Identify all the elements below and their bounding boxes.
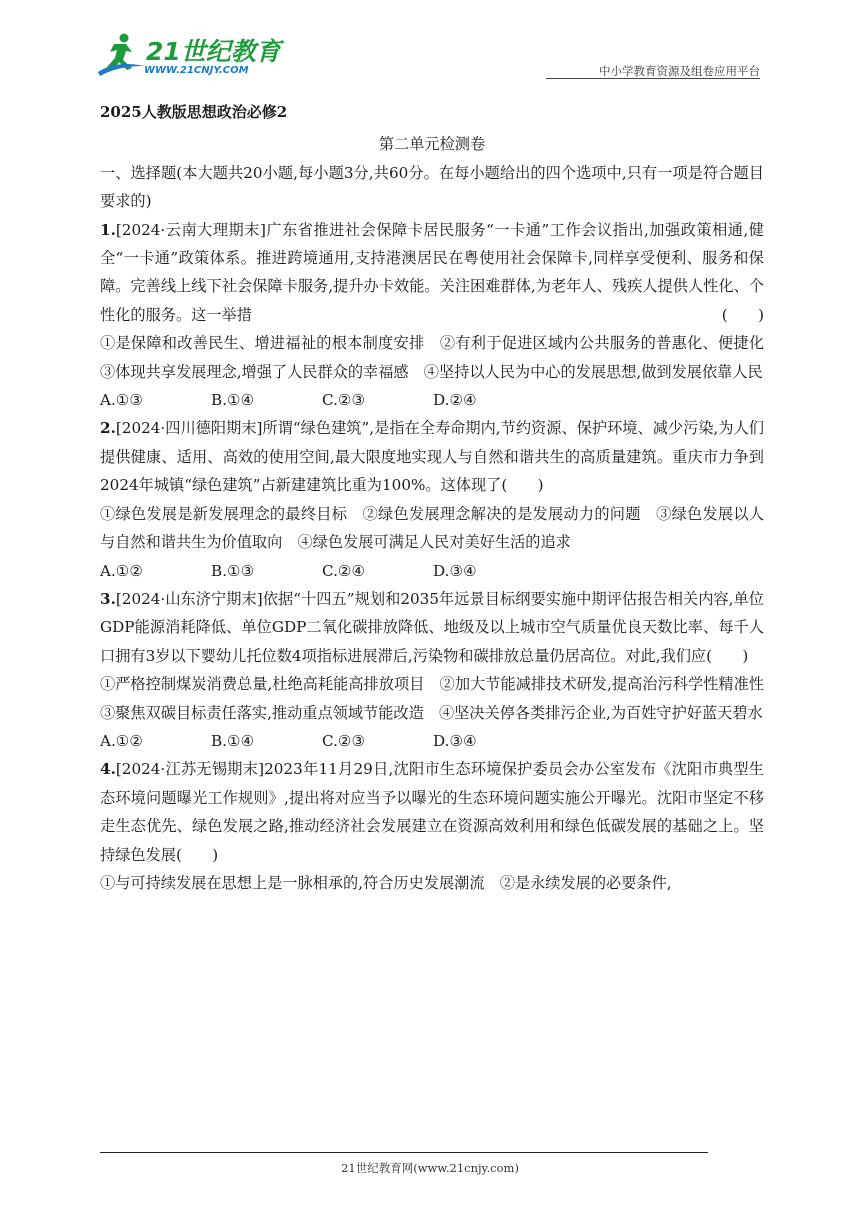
option-b[interactable]: B.①③ <box>211 561 255 580</box>
logo-runner-icon <box>96 30 146 78</box>
question-statements: ①严格控制煤炭消费总量,杜绝高耗能高排放项目 ②加大节能减排技术研发,提高治污科学性精准性 ③聚焦双碳目标责任落实,推动重点领域节能改造 ④坚决关停各类排污企业,为百姓守护好蓝天碧水 <box>100 675 780 722</box>
answer-options <box>100 386 764 414</box>
question-statements: ①是保障和改善民生、增进福祉的根本制度安排 ②有利于促进区域内公共服务的普惠化、便捷化 ③体现共享发展理念,增强了人民群众的幸福感 ④坚持以人民为中心的发展思想,做到发展依靠人民 <box>100 334 780 381</box>
option-d[interactable]: D.③④ <box>433 561 477 580</box>
logo-text: 21世纪教育 <box>146 37 281 66</box>
footer-divider <box>100 1152 708 1153</box>
option-b[interactable]: B.①④ <box>211 391 255 410</box>
option-c[interactable]: C.②④ <box>322 561 366 580</box>
question-stem <box>100 216 764 330</box>
platform-name: 中小学教育资源及组卷应用平台 <box>599 64 760 78</box>
option-d[interactable]: D.②④ <box>433 391 477 410</box>
option-c[interactable]: C.②③ <box>322 731 366 750</box>
question-number: 2. <box>100 419 116 438</box>
page-footer: 21世纪教育网(www.21cnjy.com) <box>341 1161 519 1175</box>
book-title: 2025人教版思想政治必修2 <box>100 103 288 121</box>
question-3 <box>100 585 780 755</box>
question-stem <box>100 585 764 670</box>
option-d[interactable]: D.③④ <box>433 731 477 750</box>
question-text: [2024·江苏无锡期末]2023年11月29日,沈阳市生态环境保护委员会办公室发布《沈阳市典型生态环境问题曝光工作规则》,提出将对应当予以曝光的生态环境问题实施公开曝光。沈阳市坚定不移走生态优先、绿色发展之路,推动经济社会发展建立在资源高效利用和绿色低碳发展的基础之上。坚持绿色发展( ) <box>100 760 764 864</box>
question-1 <box>100 216 780 415</box>
question-stem <box>100 414 764 499</box>
question-statements: ①与可持续发展在思想上是一脉相承的,符合历史发展潮流 ②是永续发展的必要条件, <box>100 873 672 892</box>
answer-options <box>100 557 764 585</box>
option-b[interactable]: B.①④ <box>211 731 255 750</box>
logo-url: WWW.21CNJY.COM <box>144 65 249 76</box>
header-divider <box>546 78 760 79</box>
question-4 <box>100 755 764 897</box>
question-number: 3. <box>100 589 116 608</box>
question-text: [2024·云南大理期末]广东省推进社会保障卡居民服务“一卡通”工作会议指出,加强政策相通,健全“一卡通”政策体系。推进跨境通用,支持港澳居民在粤使用社会保障卡,同样享受便利、服务和保障。完善线上线下社会保障卡服务,提升办卡效能。关注困难群体,为老年人、残疾人提供人性化、个性化的服务。这一举措 <box>100 220 764 324</box>
question-2 <box>100 414 764 584</box>
page-header <box>96 30 760 80</box>
question-statements: ①绿色发展是新发展理念的最终目标 ②绿色发展理念解决的是发展动力的问题 ③绿色发展以人与自然和谐共生为价值取向 ④绿色发展可满足人民对美好生活的追求 <box>100 504 764 552</box>
option-c[interactable]: C.②③ <box>322 391 366 410</box>
question-text: [2024·四川德阳期末]所谓“绿色建筑”,是指在全寿命期内,节约资源、保护环境、减少污染,为人们提供健康、适用、高效的使用空间,最大限度地实现人与自然和谐共生的高质量建筑。重庆市力争到2024年城镇“绿色建筑”占新建建筑比重为100%。这体现了( ) <box>100 419 764 495</box>
section-instructions: 一、选择题(本大题共20小题,每小题3分,共60分。在每小题给出的四个选项中,只有一项是符合题目要求的) <box>100 163 764 211</box>
exam-content <box>100 98 780 897</box>
question-number: 1. <box>100 220 116 239</box>
option-a[interactable]: A.①③ <box>100 391 144 410</box>
question-text: [2024·山东济宁期末]依据“十四五”规划和2035年远景目标纲要实施中期评估报告相关内容,单位GDP能源消耗降低、单位GDP二氧化碳排放降低、地级及以上城市空气质量优良天数比率、每千人口拥有3岁以下婴幼儿托位数4项指标进展滞后,污染物和碳排放总量仍居高位。对此,我们应( ) <box>100 589 764 665</box>
question-number: 4. <box>100 760 116 779</box>
option-a[interactable]: A.①② <box>100 731 144 750</box>
question-stem <box>100 755 764 869</box>
answer-options <box>100 727 764 755</box>
exam-title: 第二单元检测卷 <box>378 135 486 154</box>
answer-paren: ( ) <box>721 305 764 324</box>
option-a[interactable]: A.①② <box>100 561 144 580</box>
